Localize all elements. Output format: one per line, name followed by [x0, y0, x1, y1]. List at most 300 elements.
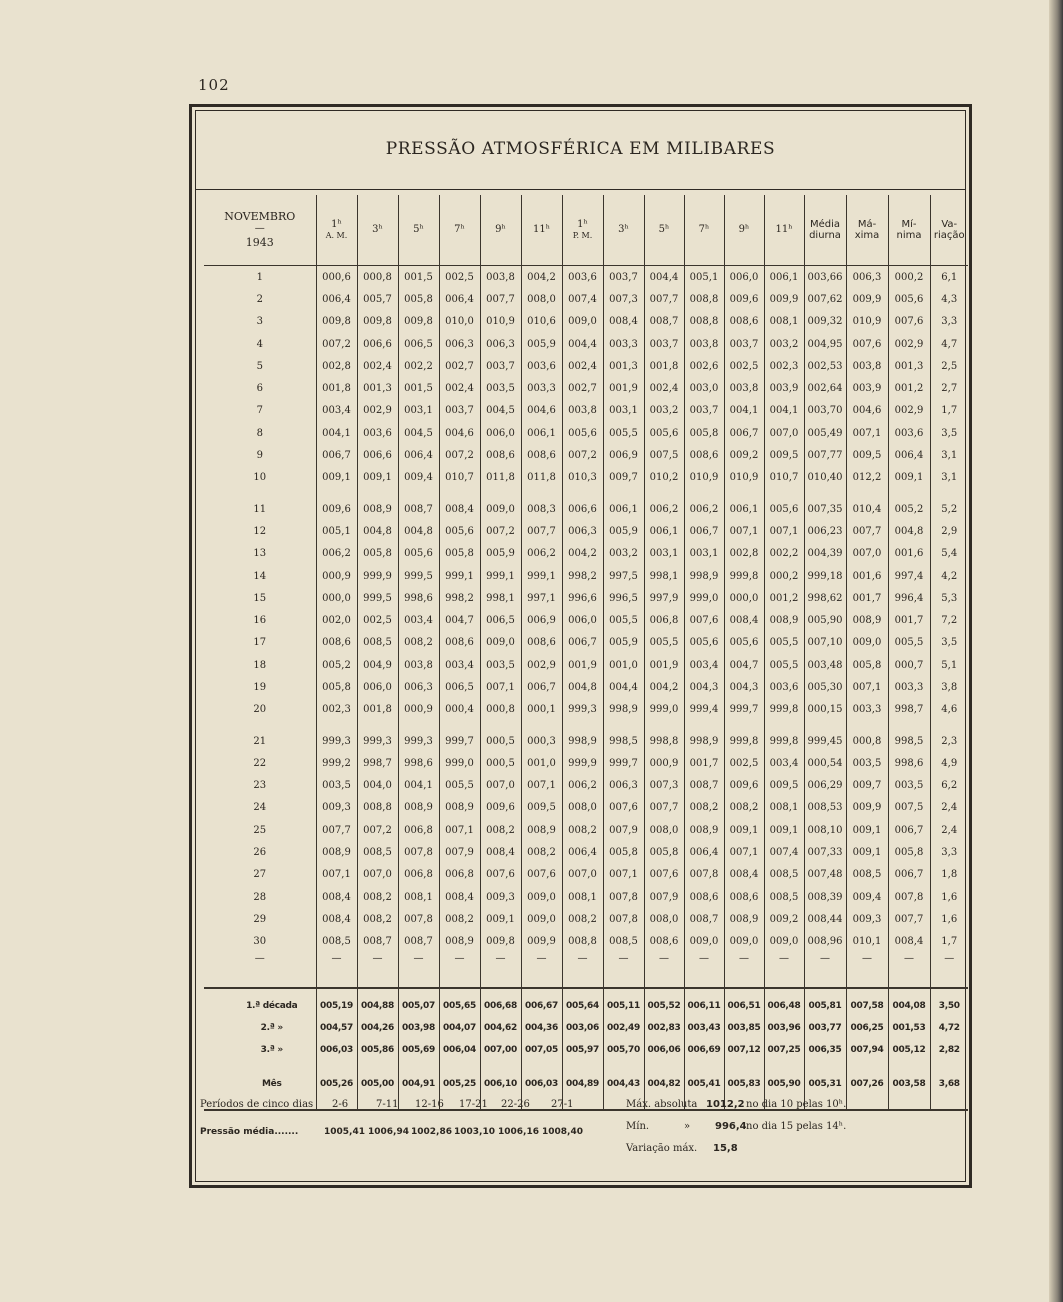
book-spine-edge — [1049, 0, 1063, 1302]
header-month — [204, 195, 316, 266]
value-cell: 008,4 — [603, 311, 644, 333]
value-cell: 003,3 — [888, 676, 930, 698]
value-cell: 001,9 — [603, 377, 644, 399]
value-cell: 009,1 — [764, 819, 804, 841]
table-row — [204, 819, 968, 841]
dash-cell: — — [439, 953, 480, 975]
value-cell: 000,9 — [316, 565, 357, 587]
value-cell: 007,7 — [888, 908, 930, 930]
header-variacao: Va- riação — [930, 195, 968, 266]
value-cell: 008,4 — [439, 886, 480, 908]
table-row — [204, 775, 968, 797]
min-text: no dia 15 pelas 14ʰ. — [746, 1121, 847, 1132]
table-row — [204, 676, 968, 698]
sumgap-row — [204, 1061, 968, 1073]
value-cell: 005,8 — [316, 676, 357, 698]
value-cell: 008,0 — [644, 908, 684, 930]
value-cell: 003,8 — [846, 355, 888, 377]
value-cell: 999,3 — [357, 730, 398, 752]
value-cell: 009,7 — [846, 775, 888, 797]
summary-value: 005,70 — [603, 1039, 644, 1061]
value-cell: 006,1 — [724, 498, 764, 520]
page-title: PRESSÃO ATMOSFÉRICA EM MILIBARES — [385, 139, 776, 159]
value-cell: 010,9 — [724, 467, 764, 489]
value-cell: 007,0 — [764, 422, 804, 444]
summary-value: 005,41 — [684, 1073, 724, 1095]
value-cell: 008,2 — [357, 908, 398, 930]
value-cell: 007,1 — [846, 676, 888, 698]
value-cell: 007,1 — [603, 864, 644, 886]
value-cell: 3,5 — [930, 632, 968, 654]
value-cell: 997,4 — [888, 565, 930, 587]
summary-row — [204, 1039, 968, 1061]
summary-value: 2,82 — [930, 1039, 968, 1061]
value-cell: 006,5 — [480, 609, 521, 631]
value-cell: 003,3 — [521, 377, 562, 399]
value-cell: 007,0 — [480, 775, 521, 797]
value-cell: 010,7 — [764, 467, 804, 489]
value-cell: 998,7 — [888, 699, 930, 721]
value-cell: 005,30 — [804, 676, 846, 698]
value-cell: 5,1 — [930, 654, 968, 676]
value-cell: 007,6 — [480, 864, 521, 886]
value-cell: 005,8 — [644, 841, 684, 863]
value-cell: 005,8 — [684, 422, 724, 444]
value-cell: 998,9 — [603, 699, 644, 721]
value-cell: 004,4 — [644, 266, 684, 289]
summary-value: 004,07 — [439, 1017, 480, 1039]
summary-value: 005,25 — [439, 1073, 480, 1095]
value-cell: 008,9 — [316, 841, 357, 863]
value-cell: 009,5 — [521, 797, 562, 819]
value-cell: 005,5 — [603, 609, 644, 631]
value-cell: 3,3 — [930, 311, 968, 333]
value-cell: 004,2 — [644, 676, 684, 698]
header-hour-11: 9ʰ — [724, 195, 764, 266]
value-cell: 007,7 — [644, 797, 684, 819]
summary-value: 005,11 — [603, 988, 644, 1017]
value-cell: 006,23 — [804, 520, 846, 542]
day-cell: 17 — [253, 637, 267, 649]
pressure-5: 1006,16 — [498, 1127, 539, 1137]
value-cell: 002,3 — [764, 355, 804, 377]
value-cell: 010,2 — [644, 467, 684, 489]
value-cell: 009,1 — [846, 819, 888, 841]
table-row — [204, 908, 968, 930]
dash-cell: — — [888, 953, 930, 975]
value-cell: 2,7 — [930, 377, 968, 399]
value-cell: 008,1 — [398, 886, 439, 908]
value-cell: 007,7 — [644, 288, 684, 310]
value-cell: 009,0 — [480, 632, 521, 654]
table-row — [204, 266, 968, 289]
value-cell: 3,5 — [930, 422, 968, 444]
value-cell: 6,1 — [930, 266, 968, 289]
value-cell: 007,7 — [480, 288, 521, 310]
summary-value: 007,94 — [846, 1039, 888, 1061]
value-cell: 998,5 — [888, 730, 930, 752]
value-cell: 007,8 — [684, 864, 724, 886]
value-cell: 000,5 — [480, 730, 521, 752]
header-dash: — — [254, 223, 265, 235]
value-cell: 001,7 — [684, 752, 724, 774]
value-cell: 007,5 — [888, 797, 930, 819]
value-cell: 007,35 — [804, 498, 846, 520]
value-cell: 011,8 — [480, 467, 521, 489]
value-cell: 001,7 — [888, 609, 930, 631]
value-cell: 001,3 — [888, 355, 930, 377]
value-cell: 005,5 — [764, 654, 804, 676]
value-cell: 996,5 — [603, 587, 644, 609]
value-cell: 007,8 — [888, 886, 930, 908]
value-cell: 999,1 — [521, 565, 562, 587]
value-cell: 005,1 — [684, 266, 724, 289]
summary-label: 1.ª década — [246, 1000, 298, 1011]
value-cell: 003,8 — [724, 377, 764, 399]
summary-value: 004,57 — [316, 1017, 357, 1039]
value-cell: 009,4 — [846, 886, 888, 908]
table-row — [204, 422, 968, 444]
summary-value: 001,53 — [888, 1017, 930, 1039]
title-box — [196, 111, 965, 190]
value-cell: 000,3 — [521, 730, 562, 752]
day-cell: 15 — [253, 592, 267, 604]
value-cell: 009,3 — [846, 908, 888, 930]
value-cell: 008,8 — [684, 311, 724, 333]
value-cell: 009,1 — [357, 467, 398, 489]
value-cell: 004,8 — [562, 676, 603, 698]
value-cell: 001,0 — [521, 752, 562, 774]
value-cell: 007,6 — [603, 797, 644, 819]
value-cell: 007,2 — [357, 819, 398, 841]
period-1: 2-6 — [332, 1099, 349, 1110]
table-row — [204, 841, 968, 863]
header-hour-2: 3ʰ — [357, 195, 398, 266]
value-cell: 008,7 — [398, 931, 439, 953]
summary-row — [204, 1017, 968, 1039]
header-maxima: Má- xima — [846, 195, 888, 266]
day-cell: 9 — [256, 450, 263, 462]
value-cell: 008,5 — [357, 841, 398, 863]
value-cell: 004,2 — [562, 543, 603, 565]
day-cell: 29 — [253, 913, 267, 925]
summary-value: 005,97 — [562, 1039, 603, 1061]
value-cell: 006,29 — [804, 775, 846, 797]
header-hour-9: 5ʰ — [644, 195, 684, 266]
summary-value: 005,31 — [804, 1073, 846, 1095]
value-cell: 003,6 — [357, 422, 398, 444]
table-row — [204, 609, 968, 631]
value-cell: 006,7 — [888, 864, 930, 886]
value-cell: 000,8 — [846, 730, 888, 752]
value-cell: 999,0 — [684, 587, 724, 609]
table-row — [204, 730, 968, 752]
value-cell: 009,5 — [764, 444, 804, 466]
table-row — [204, 355, 968, 377]
value-cell: 000,7 — [888, 654, 930, 676]
header-hour-6: 11ʰ — [521, 195, 562, 266]
value-cell: 004,5 — [398, 422, 439, 444]
value-cell: 005,2 — [888, 498, 930, 520]
value-cell: 001,5 — [398, 266, 439, 289]
value-cell: 006,9 — [603, 444, 644, 466]
value-cell: 004,39 — [804, 543, 846, 565]
value-cell: 008,4 — [724, 609, 764, 631]
pressure-table — [204, 195, 968, 1111]
day-cell: 11 — [253, 503, 267, 515]
value-cell: 009,5 — [764, 775, 804, 797]
table-row — [204, 288, 968, 310]
value-cell: 000,9 — [644, 752, 684, 774]
value-cell: 004,8 — [888, 520, 930, 542]
value-cell: 004,8 — [398, 520, 439, 542]
value-cell: 999,18 — [804, 565, 846, 587]
value-cell: 002,5 — [357, 609, 398, 631]
value-cell: 003,48 — [804, 654, 846, 676]
value-cell: 999,3 — [316, 730, 357, 752]
summary-value: 002,83 — [644, 1017, 684, 1039]
value-cell: 008,4 — [724, 864, 764, 886]
value-cell: 000,9 — [398, 699, 439, 721]
value-cell: 005,90 — [804, 609, 846, 631]
value-cell: 010,9 — [480, 311, 521, 333]
value-cell: 005,5 — [888, 632, 930, 654]
value-cell: 008,9 — [764, 609, 804, 631]
value-cell: 007,10 — [804, 632, 846, 654]
summary-value: 006,35 — [804, 1039, 846, 1061]
value-cell: 002,9 — [888, 333, 930, 355]
value-cell: 004,2 — [521, 266, 562, 289]
value-cell: 006,9 — [521, 609, 562, 631]
value-cell: 002,4 — [439, 377, 480, 399]
value-cell: 005,8 — [888, 841, 930, 863]
summary-value: 006,06 — [644, 1039, 684, 1061]
value-cell: 000,54 — [804, 752, 846, 774]
value-cell: 010,1 — [846, 931, 888, 953]
value-cell: 006,3 — [398, 676, 439, 698]
value-cell: 998,6 — [888, 752, 930, 774]
value-cell: 006,4 — [684, 841, 724, 863]
value-cell: 004,6 — [846, 400, 888, 422]
value-cell: 005,5 — [644, 632, 684, 654]
summary-value: 007,58 — [846, 988, 888, 1017]
value-cell: 001,5 — [398, 377, 439, 399]
value-cell: 003,8 — [684, 333, 724, 355]
value-cell: 998,5 — [603, 730, 644, 752]
value-cell: 009,1 — [316, 467, 357, 489]
value-cell: 998,7 — [357, 752, 398, 774]
header-hour-10: 7ʰ — [684, 195, 724, 266]
day-cell: 7 — [256, 405, 263, 417]
header-hour-1: 1ʰ A. M. — [316, 195, 357, 266]
summary-value: 005,26 — [316, 1073, 357, 1095]
value-cell: 000,8 — [357, 266, 398, 289]
table-frame-inner — [195, 110, 966, 1182]
value-cell: 006,4 — [562, 841, 603, 863]
day-cell: 26 — [253, 847, 267, 859]
day-cell: 30 — [253, 936, 267, 948]
header-month-label: NOVEMBRO — [224, 209, 296, 223]
table-row — [204, 931, 968, 953]
value-cell: 002,5 — [439, 266, 480, 289]
value-cell: 009,6 — [724, 288, 764, 310]
dash-cell: — — [846, 953, 888, 975]
value-cell: 008,6 — [316, 632, 357, 654]
value-cell: 008,9 — [521, 819, 562, 841]
summary-value: 3,50 — [930, 988, 968, 1017]
value-cell: 003,6 — [888, 422, 930, 444]
summary-value: 005,52 — [644, 988, 684, 1017]
value-cell: 008,6 — [521, 444, 562, 466]
max-value: 1012,2 — [706, 1099, 745, 1110]
header-hour-5: 9ʰ — [480, 195, 521, 266]
summary-value: 005,00 — [357, 1073, 398, 1095]
value-cell: 006,8 — [439, 864, 480, 886]
value-cell: 999,0 — [644, 699, 684, 721]
summary-value: 4,72 — [930, 1017, 968, 1039]
value-cell: 002,5 — [724, 355, 764, 377]
value-cell: 4,7 — [930, 333, 968, 355]
value-cell: 005,9 — [603, 632, 644, 654]
value-cell: 007,0 — [562, 864, 603, 886]
value-cell: 011,8 — [521, 467, 562, 489]
value-cell: 005,6 — [888, 288, 930, 310]
value-cell: 001,2 — [764, 587, 804, 609]
value-cell: 008,10 — [804, 819, 846, 841]
value-cell: 004,7 — [439, 609, 480, 631]
value-cell: 004,0 — [357, 775, 398, 797]
value-cell: 003,0 — [684, 377, 724, 399]
value-cell: 009,1 — [724, 819, 764, 841]
value-cell: 007,4 — [562, 288, 603, 310]
value-cell: 009,6 — [724, 775, 764, 797]
value-cell: 008,2 — [562, 819, 603, 841]
header-minima: Mí- nima — [888, 195, 930, 266]
dash-cell: — — [603, 953, 644, 975]
day-cell: 18 — [253, 659, 267, 671]
value-cell: 004,1 — [398, 775, 439, 797]
value-cell: 002,5 — [724, 752, 764, 774]
value-cell: 009,0 — [724, 931, 764, 953]
summary-value: 003,96 — [764, 1017, 804, 1039]
dash-cell: — — [684, 953, 724, 975]
value-cell: 3,8 — [930, 676, 968, 698]
value-cell: 2,9 — [930, 520, 968, 542]
value-cell: 010,7 — [439, 467, 480, 489]
value-cell: 006,6 — [562, 498, 603, 520]
value-cell: 003,1 — [603, 400, 644, 422]
value-cell: 999,1 — [480, 565, 521, 587]
value-cell: 009,9 — [846, 288, 888, 310]
var-label: Variação máx. — [626, 1143, 698, 1154]
value-cell: 009,8 — [398, 311, 439, 333]
value-cell: 008,53 — [804, 797, 846, 819]
value-cell: 008,9 — [357, 498, 398, 520]
value-cell: 006,4 — [398, 444, 439, 466]
summary-value: 004,89 — [562, 1073, 603, 1095]
value-cell: 007,6 — [888, 311, 930, 333]
value-cell: 009,2 — [724, 444, 764, 466]
min-label: Mín. — [626, 1121, 650, 1132]
value-cell: 1,6 — [930, 886, 968, 908]
dash-cell: — — [316, 953, 357, 975]
value-cell: 007,1 — [480, 676, 521, 698]
value-cell: 999,9 — [357, 565, 398, 587]
value-cell: 999,9 — [562, 752, 603, 774]
day-cell: 27 — [253, 869, 267, 881]
value-cell: 009,2 — [764, 908, 804, 930]
value-cell: 998,2 — [562, 565, 603, 587]
summary-value: 004,43 — [603, 1073, 644, 1095]
value-cell: 008,4 — [480, 841, 521, 863]
value-cell: 008,0 — [644, 819, 684, 841]
value-cell: 010,9 — [684, 467, 724, 489]
table-row — [204, 520, 968, 542]
value-cell: 006,3 — [603, 775, 644, 797]
value-cell: 007,1 — [316, 864, 357, 886]
value-cell: 998,6 — [398, 587, 439, 609]
summary-value: 007,25 — [764, 1039, 804, 1061]
value-cell: 009,8 — [480, 931, 521, 953]
max-text: no dia 10 pelas 10ʰ. — [746, 1099, 847, 1110]
summary-label: 3.ª » — [260, 1044, 283, 1055]
dash-cell: — — [724, 953, 764, 975]
value-cell: 003,7 — [480, 355, 521, 377]
value-cell: 006,0 — [724, 266, 764, 289]
value-cell: 000,2 — [764, 565, 804, 587]
value-cell: 003,7 — [603, 266, 644, 289]
value-cell: 001,2 — [888, 377, 930, 399]
value-cell: 007,7 — [316, 819, 357, 841]
value-cell: 998,9 — [684, 565, 724, 587]
value-cell: 007,8 — [603, 886, 644, 908]
value-cell: 4,9 — [930, 752, 968, 774]
value-cell: 008,6 — [439, 632, 480, 654]
summary-value: 003,98 — [398, 1017, 439, 1039]
value-cell: 003,6 — [521, 355, 562, 377]
summary-value: 003,85 — [724, 1017, 764, 1039]
day-cell: 10 — [253, 472, 267, 484]
value-cell: 003,1 — [644, 543, 684, 565]
table-row — [204, 699, 968, 721]
value-cell: 009,6 — [316, 498, 357, 520]
summary-value: 004,62 — [480, 1017, 521, 1039]
value-cell: 003,7 — [439, 400, 480, 422]
value-cell: 009,9 — [764, 288, 804, 310]
table-row — [204, 587, 968, 609]
value-cell: 003,9 — [846, 377, 888, 399]
value-cell: 008,6 — [724, 886, 764, 908]
summary-value: 006,03 — [316, 1039, 357, 1061]
value-cell: 2,5 — [930, 355, 968, 377]
value-cell: 998,8 — [644, 730, 684, 752]
summary-value: 005,19 — [316, 988, 357, 1017]
value-cell: 5,3 — [930, 587, 968, 609]
day-cell: 23 — [253, 780, 267, 792]
value-cell: 005,5 — [764, 632, 804, 654]
value-cell: 008,8 — [684, 288, 724, 310]
header-row — [204, 195, 968, 266]
value-cell: 999,8 — [724, 730, 764, 752]
header-year: 1943 — [245, 235, 274, 249]
value-cell: 008,39 — [804, 886, 846, 908]
value-cell: 005,5 — [603, 422, 644, 444]
dash-cell: — — [357, 953, 398, 975]
dash-cell: — — [804, 953, 846, 975]
dash-cell: — — [521, 953, 562, 975]
value-cell: 005,8 — [357, 543, 398, 565]
value-cell: 001,6 — [888, 543, 930, 565]
